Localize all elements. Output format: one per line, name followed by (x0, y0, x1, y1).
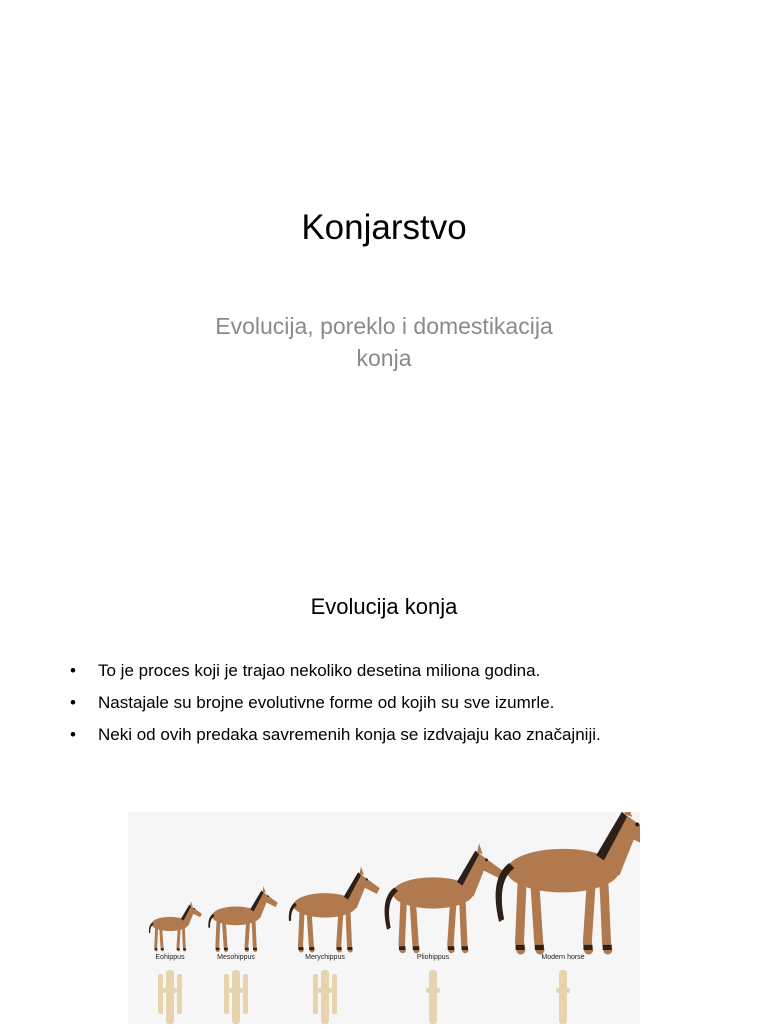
eohippus-illustration (149, 901, 202, 950)
bullet-text: To je proces koji je trajao nekoliko desetina miliona godina. (98, 661, 541, 680)
content-slide (0, 540, 768, 1024)
leg-bone-illustration (556, 970, 570, 1024)
bullet-text: Neki od ovih predaka savremenih konja se izdvajaju kao značajniji. (98, 725, 601, 744)
modern-horse-illustration (496, 812, 640, 950)
subtitle-line-2: konja (356, 345, 412, 371)
bullet-item: • Nastajale su brojne evolutivne forme od kojih su sve izumrle. (70, 693, 555, 712)
merychippus-illustration (289, 866, 380, 950)
leg-bone-illustration (158, 970, 182, 1024)
leg-bone-illustration (224, 970, 248, 1024)
slide-title: Konjarstvo (301, 208, 467, 247)
section-title: Evolucija konja (310, 594, 458, 619)
bullet-list (70, 655, 601, 751)
figure-label-pliohippus: Pliohippus (416, 954, 450, 961)
bullet-item: • To je proces koji je trajao nekoliko desetina miliona godina. (70, 661, 541, 680)
horse-evolution-figure (128, 812, 640, 1024)
figure-label-merychippus: Merychippus (305, 954, 345, 961)
figure-label-eohippus: Eohippus (155, 954, 185, 961)
leg-bone-illustration (426, 970, 440, 1024)
mesohippus-illustration (208, 886, 277, 950)
horse-evolution-illustration (128, 812, 640, 1024)
figure-label-modern-horse: Modern horse (541, 954, 585, 961)
leg-bone-illustration (313, 970, 337, 1024)
bullet-text: Nastajale su brojne evolutivne forme od kojih su sve izumrle. (98, 693, 555, 712)
pliohippus-illustration (385, 843, 503, 950)
bullet-item: • Neki od ovih predaka savremenih konja se izdvajaju kao značajniji. (70, 725, 601, 744)
figure-label-mesohippus: Mesohippus (217, 954, 255, 961)
subtitle-line-1: Evolucija, poreklo i domestikacija (215, 313, 553, 339)
slide-subtitle (170, 310, 598, 374)
